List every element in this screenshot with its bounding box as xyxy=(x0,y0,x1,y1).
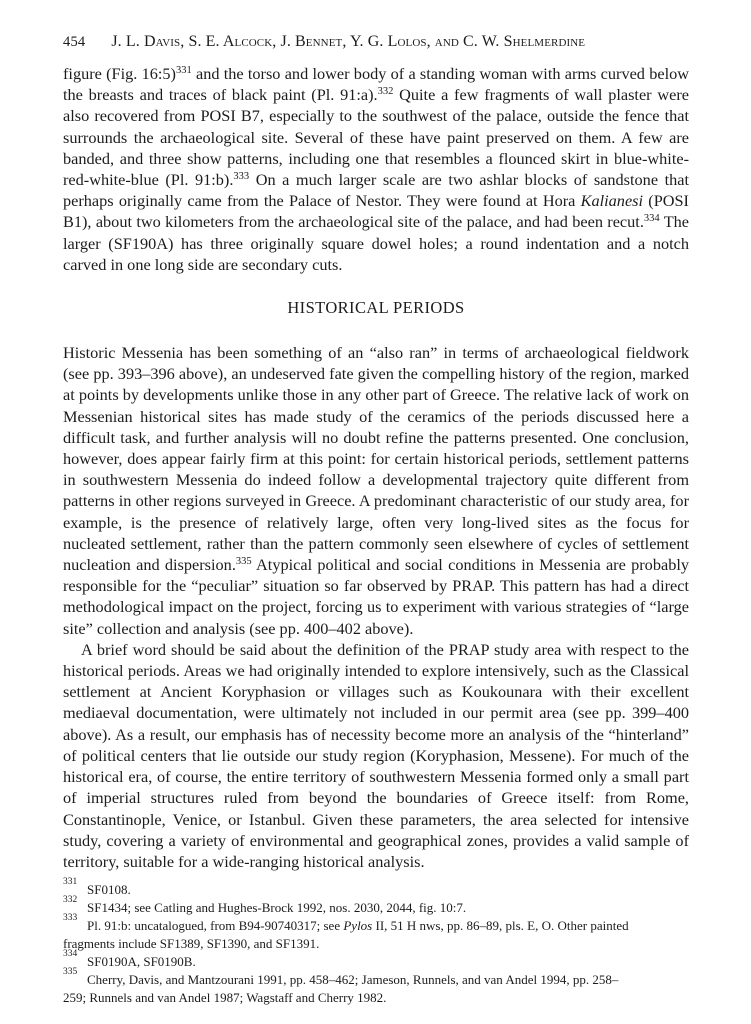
footnote-number: 333 xyxy=(63,913,78,924)
historical-paragraph-1 xyxy=(63,342,689,639)
footnote-number: 335 xyxy=(63,967,78,978)
footnote-text-line2: fragments include SF1389, SF1390, and SF1391. xyxy=(63,936,320,952)
footnote-text: SF0190A, SF0190B. xyxy=(87,954,196,970)
historical-paragraph-2: A brief word should be said about the definition of the PRAP study area with respect to the historical periods. Areas we had originally intended to explore intensively, such as the Classical settlement at Ancient Koryphasion or villages such as Koukounara with their excellent mediaeval documentation, were ultimately not included in our permit area (see pp. 399–400 above). As a result, our emphasis has of necessity become more an analysis of the “hinterland” of political centers that lie outside our study region (Koryphasion, Messene). For much of the historical era, of course, the entire territory of southwestern Messenia formed only a small part of imperial structures ruled from beyond the boundaries of Greece itself: from Rome, Constantinople, Venice, or Istanbul. Given these parameters, the area selected for intensive study, covering a variety of environmental and geographical zones, provides a valid sample of territory, suitable for a wide-ranging historical analysis. xyxy=(63,639,689,871)
footnote-335-continuation xyxy=(63,990,689,1006)
intro-italic-kalianesi: Kalianesi xyxy=(580,191,644,211)
footnote-italic-pylos: Pylos xyxy=(343,918,373,934)
footnote-text-a: Pl. 91:b: uncatalogued, from B94-90740317; see xyxy=(87,918,344,934)
footnote-335 xyxy=(63,967,689,988)
footnote-text-line2: 259; Runnels and van Andel 1987; Wagstaff and Cherry 1982. xyxy=(63,990,387,1006)
footnote-331 xyxy=(63,877,689,898)
running-head xyxy=(63,33,689,51)
footnote-333-continuation xyxy=(63,936,689,952)
footnote-text: SF0108. xyxy=(87,882,131,898)
footnote-ref-332[interactable]: 332 xyxy=(377,86,394,98)
footnote-number: 332 xyxy=(63,895,78,906)
footnote-334 xyxy=(63,949,689,970)
footnote-ref-335[interactable]: 335 xyxy=(235,556,252,568)
intro-text-6: The larger (SF190A) has three originally square dowel holes; a round indentation and a notch carved in one long side are secondary cuts. xyxy=(63,212,690,274)
intro-text-5: (POSI B1), about two kilometers from the archaeological site of the palace, and had been recut. xyxy=(63,191,689,232)
footnote-ref-331[interactable]: 331 xyxy=(175,65,192,76)
intro-paragraph xyxy=(63,63,689,275)
running-head-authors: J. L. Davis, S. E. Alcock, J. Bennet, Y. G. Lolos, and C. W. Shelmerdine xyxy=(111,33,586,50)
footnote-332 xyxy=(63,895,689,916)
footnote-number: 331 xyxy=(63,877,78,888)
intro-text-2: and the torso and lower body of a standing woman with arms curved below the breasts and traces of black paint (Pl. 91:a). xyxy=(63,64,689,105)
footnote-333 xyxy=(63,913,689,934)
section-heading: HISTORICAL PERIODS xyxy=(287,298,465,318)
intro-text-1: figure (Fig. 16:5) xyxy=(63,64,176,83)
para1-text-1: Historic Messenia has been something of an “also ran” in terms of archaeological fieldwork (see pp. 393–396 above), an undeserved fate given the compelling history of the region, marked at points by developments unlike those in any other part of Greece. The relative lack of work on Messenian historical sites has made study of the ceramics of the periods discussed here a difficult task, and further analysis will no doubt refine the patterns presented. One conclusion, however, does appear fairly firm at this point: for certain historical periods, settlement patterns in southwestern Messenia do indeed follow a developmental trajectory quite different from patterns in other regions surveyed in Greece. A predominant characteristic of our study area, for example, is the presence of relatively large, often very long-lived sites as the focus for nucleated settlement, rather than the pattern commonly seen elsewhere of cycles of settlement nucleation and dispersion. xyxy=(63,343,689,575)
footnote-number: 334 xyxy=(63,949,78,960)
footnote-text xyxy=(87,918,689,934)
intro-text-4: On a much larger scale are two ashlar blocks of sandstone that perhaps originally came from the Palace of Nestor. They were found at Hora xyxy=(63,170,689,211)
page-number: 454 xyxy=(63,34,86,50)
footnote-ref-333[interactable]: 333 xyxy=(233,171,250,183)
intro-text-3: Quite a few fragments of wall plaster were also recovered from POSI B7, especially to the southwest of the palace, outside the fence that surrounds the archaeological site. Several of these have paint preserved on them. A few are banded, and three show patterns, including one that resembles a flounced skirt in blue-white-red-white-blue (Pl. 91:b). xyxy=(63,85,689,190)
para1-text-2: Atypical political and social conditions in Messenia are probably responsible for the “peculiar” situation so far observed by PRAP. This pattern has had a direct methodological impact on the project, forcing us to experiment with various strategies of “large site” collection and analysis (see pp. 400–402 above). xyxy=(63,555,689,638)
footnotes xyxy=(63,877,689,1006)
footnote-text: Cherry, Davis, and Mantzourani 1991, pp. 458–462; Jameson, Runnels, and van Andel 1994, pp. 258– xyxy=(87,972,619,988)
footnote-text: SF1434; see Catling and Hughes-Brock 1992, nos. 2030, 2044, fig. 10:7. xyxy=(87,900,467,916)
footnote-ref-334[interactable]: 334 xyxy=(643,213,660,225)
footnote-text-b: II, 51 H nws, pp. 86–89, pls. E, O. Other painted xyxy=(372,918,629,934)
page xyxy=(63,33,689,1008)
